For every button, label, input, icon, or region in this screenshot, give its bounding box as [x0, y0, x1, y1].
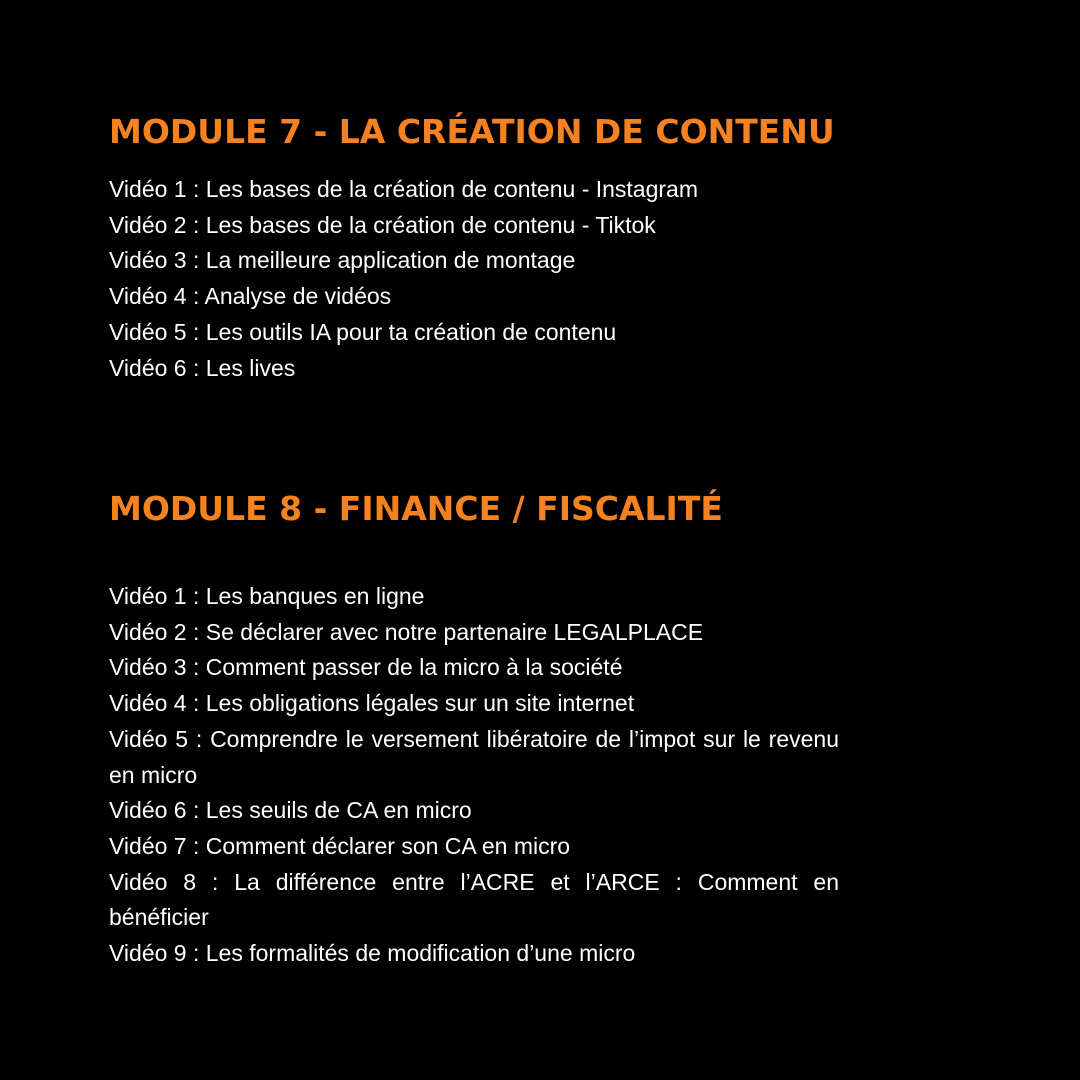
module-7-section: [109, 110, 839, 386]
module-7-video-6: Vidéo 6 : Les lives: [109, 354, 296, 381]
module-8-title: MODULE 8 - FINANCE / FISCALITÉ: [109, 489, 723, 528]
module-8-video-7: Vidéo 7 : Comment déclarer son CA en micro: [109, 832, 571, 859]
module-7-video-3: Vidéo 3 : La meilleure application de montage: [109, 247, 576, 274]
module-7-title: MODULE 7 - LA CRÉATION DE CONTENU: [109, 112, 835, 151]
module-7-video-5: Vidéo 5 : Les outils IA pour ta création de contenu: [109, 318, 617, 345]
module-8-video-6: Vidéo 6 : Les seuils de CA en micro: [109, 797, 472, 824]
module-7-video-1: Vidéo 1 : Les bases de la création de contenu - Instagram: [109, 176, 699, 202]
module-7-video-list: [109, 172, 839, 386]
module-8-video-2: Vidéo 2 : Se déclarer avec notre partenaire LEGALPLACE: [109, 618, 704, 645]
module-8-video-1: Vidéo 1 : Les banques en ligne: [109, 583, 425, 609]
module-8-video-4: Vidéo 4 : Les obligations légales sur un site internet: [109, 690, 635, 717]
module-8-section: [109, 487, 839, 972]
module-8-video-8: Vidéo 8 : La différence entre l’ACRE et l’ARCE : Comment en bénéficier: [109, 868, 839, 931]
module-7-video-4: Vidéo 4 : Analyse de vidéos: [109, 283, 392, 310]
module-8-video-list: [109, 579, 839, 972]
module-8-video-3: Vidéo 3 : Comment passer de la micro à la société: [109, 654, 623, 681]
module-8-video-9: Vidéo 9 : Les formalités de modification d’une micro: [109, 940, 636, 967]
module-8-video-5: Vidéo 5 : Comprendre le versement libératoire de l’impot sur le revenu en micro: [109, 725, 839, 788]
module-7-video-2: Vidéo 2 : Les bases de la création de contenu - Tiktok: [109, 211, 656, 238]
